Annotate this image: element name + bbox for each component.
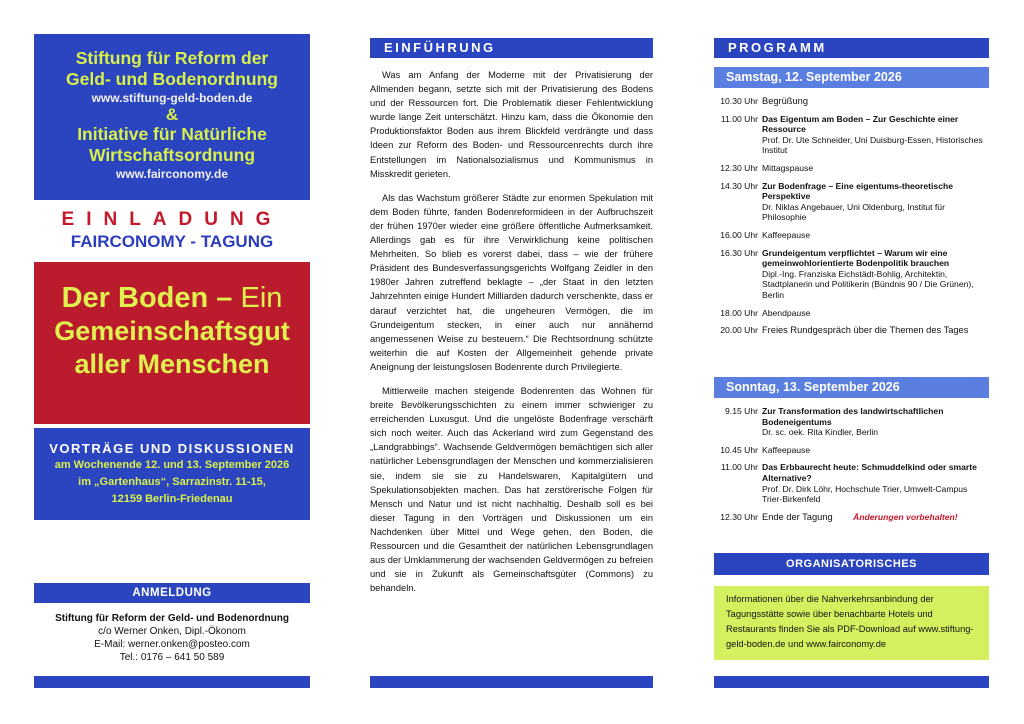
item-time: 12.30 Uhr bbox=[720, 162, 758, 173]
event-city: 12159 Berlin-Friedenau bbox=[111, 493, 233, 505]
schedule-item bbox=[714, 406, 989, 438]
intro-paragraph-3: Mittlerweile machen steigende Bodenrenten das Wohnen für breite Bevölkerungsschichten zu einem immer schwieriger zu erreichenden Luxusgut. Und die ungelöste Bodenfrage verschärft sich noch weiter. Auch das Ackerland wird zum Gegenstand des „Landgrabbings“. Wachsende Geldvermögen bemächtigen sich aller natürlicher Lebensgrundlagen der Menschen und kommerzialisieren sie, indem sie sie zu Handelswaren, Kapitalgütern und Spekulationsobjekten machen. Das hat zerstörerische Folgen für Mensch und Natur und ist nicht nachhaltig. Deshalb soll es bei dieser Tagung in den Vorträgen und Diskussionen um ein Nachdenken über Mittel und Wege gehen, den Boden, die Ressourcen und die Gesamtheit der natürlichen Lebensgrundlagen aus der Umklammerung der wachsenden Geldvermögen zu befreien und sie in Zukunft als Gemeinschaftsgüter (Commons) zu behandeln. bbox=[370, 385, 653, 594]
registration-heading: ANMELDUNG bbox=[34, 583, 310, 603]
registration-details bbox=[34, 612, 310, 664]
day2-schedule bbox=[714, 406, 989, 529]
item-title: Zur Transformation des landwirtschaftlichen Bodeneigentums bbox=[762, 406, 944, 427]
day1-heading: Samstag, 12. September 2026 bbox=[714, 67, 989, 88]
item-speaker: Prof. Dr. Ute Schneider, Uni Duisburg-Essen, Historisches Institut bbox=[762, 134, 983, 156]
item-time: 16.30 Uhr bbox=[720, 247, 758, 258]
registration-org: Stiftung für Reform der Geld- und Bodenordnung bbox=[55, 613, 289, 624]
schedule-item bbox=[714, 512, 989, 523]
item-time: 11.00 Uhr bbox=[720, 462, 758, 473]
intro-text bbox=[370, 68, 653, 605]
item-time: 12.30 Uhr bbox=[720, 511, 758, 522]
title-line2: Gemeinschaftsgut bbox=[54, 316, 290, 346]
registration-contact: c/o Werner Onken, Dipl.-Ökonom bbox=[98, 626, 246, 637]
schedule-item bbox=[714, 114, 989, 156]
org-name-line2: Geld- und Bodenordnung bbox=[66, 69, 278, 89]
title-part-thin: Ein bbox=[232, 282, 283, 314]
event-venue: im „Gartenhaus“, Sarrazinstr. 11-15, bbox=[78, 476, 266, 488]
item-title: Das Eigentum am Boden – Zur Geschichte einer Ressource bbox=[762, 113, 959, 135]
item-time: 18.00 Uhr bbox=[720, 307, 758, 318]
item-time: 20.00 Uhr bbox=[720, 325, 758, 336]
conference-name: FAIRCONOMY - TAGUNG bbox=[70, 232, 274, 251]
item-title: Kaffeepause bbox=[762, 229, 811, 240]
item-speaker: Dipl.-Ing. Franziska Eichstädt-Bohlig, Architektin, Stadtplanerin und Politikerin (Bündnis 90 / Die Grünen), Berlin bbox=[762, 268, 974, 300]
schedule-item bbox=[714, 163, 989, 174]
item-title: Freies Rundgespräch über die Themen des Tages bbox=[762, 325, 969, 336]
title-line1 bbox=[34, 262, 310, 315]
schedule-item bbox=[714, 181, 989, 223]
item-title: Abendpause bbox=[762, 307, 811, 318]
event-date: am Wochenende 12. und 13. September 2026 bbox=[54, 459, 290, 471]
organisation-heading: ORGANISATORISCHES bbox=[714, 553, 989, 575]
organizer-box bbox=[34, 34, 310, 200]
title-box bbox=[34, 262, 310, 424]
footer-bar-right bbox=[714, 676, 989, 688]
item-speaker: Prof. Dr. Dirk Löhr, Hochschule Trier, Umwelt-Campus Trier-Birkenfeld bbox=[762, 483, 968, 505]
initiative-line1: Initiative für Natürliche bbox=[77, 124, 267, 144]
item-time: 14.30 Uhr bbox=[720, 180, 758, 191]
org-url-1: www.stiftung-geld-boden.de bbox=[91, 91, 253, 105]
item-time: 9.15 Uhr bbox=[725, 406, 758, 416]
invitation-heading: EINLADUNG bbox=[61, 209, 283, 230]
schedule-item bbox=[714, 462, 989, 504]
schedule-item bbox=[714, 248, 989, 301]
schedule-item bbox=[714, 325, 989, 336]
schedule-item bbox=[714, 96, 989, 107]
title-part-bold: Der Boden – bbox=[61, 282, 233, 314]
schedule-item bbox=[714, 445, 989, 456]
org-url-2: www.fairconomy.de bbox=[115, 167, 229, 181]
intro-paragraph-1: Was am Anfang der Moderne mit der Privatisierung der Allmenden begann, setzte sich mit der Privatisierung des Bodens und der Ressourcen fort. Die Problematik dieser Fehlentwicklung wurde lange Zeit unterschätzt. Hinzu kam, dass die Ökonomie den Produktionsfaktor Boden aus ihrem Blickfeld verdrängte und dass Ideen zur Reform des Boden- und Ressourcenrechts durch ihre Entstellungen im Nationalsozialismus und Kommunismus in Misskredit gerieten. bbox=[370, 70, 653, 179]
item-speaker: Dr. sc. oek. Rita Kindler, Berlin bbox=[762, 427, 879, 438]
changes-note: Änderungen vorbehalten! bbox=[853, 511, 958, 522]
title-line3: aller Menschen bbox=[74, 349, 270, 379]
item-title: Mittagspause bbox=[762, 162, 814, 173]
organisation-info: Informationen über die Nahverkehrsanbindung der Tagungsstätte sowie über benachbarte Hotels und Restaurants finden Sie als PDF-Download auf www.stiftung-geld-boden.de und www.fairconomy.de bbox=[714, 586, 989, 660]
registration-phone: Tel.: 0176 – 641 50 589 bbox=[119, 652, 225, 663]
registration-email[interactable]: E-Mail: werner.onken@posteo.com bbox=[94, 639, 250, 650]
footer-bar-middle bbox=[370, 676, 653, 688]
org-name-line1: Stiftung für Reform der bbox=[75, 48, 269, 68]
ampersand: & bbox=[165, 105, 179, 124]
event-heading: VORTRÄGE UND DISKUSSIONEN bbox=[49, 441, 295, 456]
day2-heading: Sonntag, 13. September 2026 bbox=[714, 377, 989, 398]
schedule-item bbox=[714, 308, 989, 319]
schedule-item bbox=[714, 230, 989, 241]
item-title: Begrüßung bbox=[762, 96, 808, 106]
event-box bbox=[34, 428, 310, 520]
intro-paragraph-2: Als das Wachstum größerer Städte zur enormen Spekulation mit dem Boden führte, fanden Bodenreformideen in der Aufbruchszeit der frühen 1970er wieder eine größere öffentliche Aufmerksamkeit. Allerdings gab es für ihre Verwirklichung keine politischen Mehrheiten. So blieb es vorerst dabei, dass – wie der frühere Präsident des Bundesverfassungsgerichts Wolfgang Zeidler in den 1980er Jahren zutreffend beklagte – „der Staat in den letzten Jahrzehnten einige Hundert Milliarden dadurch verschenkte, dass er darauf verzichtet hat, die ungeheuren Vermögen, die im Grundeigentum stecken, in einer auch nur annähernd angemessenen Weise zu besteuern.“ Die Rechtsordnung schützte weiterhin die auf Kosten der Allgemeinheit gehende private Aneignung der leistungslosen Bodenrente durch Privilegierte. bbox=[370, 192, 653, 372]
program-heading: PROGRAMM bbox=[714, 38, 989, 58]
item-time: 16.00 Uhr bbox=[720, 229, 758, 240]
initiative-line2: Wirtschaftsordnung bbox=[88, 145, 256, 165]
item-time: 10.45 Uhr bbox=[720, 444, 758, 455]
day1-schedule bbox=[714, 96, 989, 343]
item-title: Ende der Tagung bbox=[762, 511, 833, 522]
item-title: Kaffeepause bbox=[762, 444, 811, 455]
intro-heading: EINFÜHRUNG bbox=[370, 38, 653, 58]
item-title: Grundeigentum verpflichtet – Warum wir eine gemeinwohlorientierte Bodenpolitik brauchen bbox=[762, 247, 950, 269]
item-time: 11.00 Uhr bbox=[720, 113, 758, 124]
item-title: Das Erbbaurecht heute: Schmuddelkind oder smarte Alternative? bbox=[762, 462, 977, 483]
item-time: 10.30 Uhr bbox=[720, 96, 758, 106]
item-speaker: Dr. Niklas Angebauer, Uni Oldenburg, Institut für Philosophie bbox=[762, 201, 945, 223]
footer-bar-left bbox=[34, 676, 310, 688]
item-title: Zur Bodenfrage – Eine eigentums-theoretische Perspektive bbox=[762, 180, 954, 202]
